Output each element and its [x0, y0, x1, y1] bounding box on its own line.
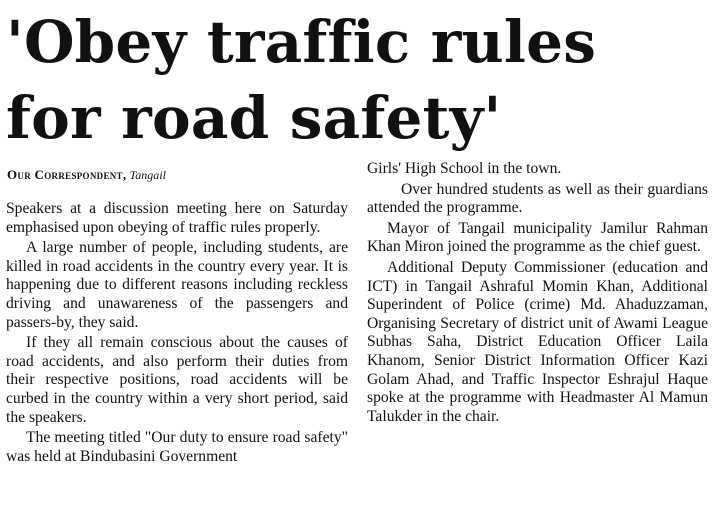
byline — [7, 166, 347, 184]
article-paragraph: The meeting titled "Our duty to ensure road safety" was held at Bindubasini Government — [6, 429, 348, 465]
article-paragraph: Additional Deputy Commissioner (education and ICT) in Tangail Ashraful Momin Khan, Additional Superindent of Police (crime) Md. Ahaduzzaman, Organising Secretary of district unit of Awami League Subhas Saha, District Education Officer Laila Khanom, Senior District Information Officer Kazi Golam Ahad, and Traffic Inspector Eshrajul Haque spoke at the programme with Headmaster Al Mamun Talukder in the chair. — [367, 258, 708, 425]
article-paragraph: Girls' High School in the town. — [367, 160, 562, 177]
article-column-left — [6, 200, 348, 468]
byline-correspondent: Our Correspondent, — [7, 167, 127, 182]
headline: 'Obey traffic rules for road safety' — [6, 8, 597, 152]
article-paragraph: Over hundred students as well as their guardians attended the programme. — [367, 180, 708, 217]
article-paragraph: If they all remain conscious about the causes of road accidents, and also perform their duties from their respective positions, road accidents will be curbed in the country within a very short period, said the speakers. — [6, 334, 348, 426]
byline-location: Tangail — [129, 168, 166, 182]
article-paragraph: Mayor of Tangail municipality Jamilur Rahman Khan Miron joined the programme as the chief guest. — [367, 219, 708, 256]
article-paragraph: Speakers at a discussion meeting here on Saturday emphasised upon obeying of traffic rules properly. — [6, 200, 348, 236]
article-column-right — [367, 160, 708, 428]
article-paragraph: A large number of people, including students, are killed in road accidents in the country every year. It is happening due to different reasons including reckless driving and unawareness of the passengers and passers-by, they said. — [6, 239, 348, 331]
